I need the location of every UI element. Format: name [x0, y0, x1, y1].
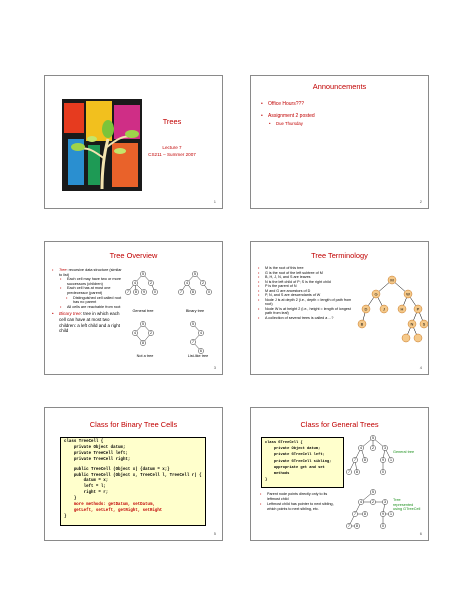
svg-text:4: 4	[360, 446, 362, 451]
svg-text:7: 7	[348, 524, 350, 529]
svg-text:7: 7	[192, 340, 194, 345]
tree-diagrams	[123, 266, 223, 366]
slide-6	[250, 407, 429, 541]
sub-sub-bullet: • Distinguished cell called root has no parent	[66, 295, 122, 305]
terminology-item: • P, N, and S are descendants of W	[258, 293, 321, 297]
terminology-tree-diagram	[356, 272, 428, 347]
svg-text:4: 4	[134, 331, 136, 336]
terminology-item: • A collection of several trees is called a ...?	[258, 315, 334, 320]
svg-text:8: 8	[142, 341, 144, 346]
svg-text:0: 0	[382, 470, 384, 475]
slide-5	[44, 407, 223, 541]
slide-5-title: Class for Binary Tree Cells	[89, 420, 178, 429]
svg-text:8: 8	[356, 524, 358, 529]
slide-2	[250, 75, 429, 209]
terminology-item: • B, H, J, N, and S are leaves	[258, 275, 311, 279]
page-number: 1	[213, 199, 216, 204]
svg-text:W: W	[406, 291, 410, 297]
sub-bullet: • Each cell has at most one predecessor (parent)	[60, 286, 111, 295]
svg-text:4: 4	[186, 281, 188, 286]
page-number: 3	[213, 365, 216, 370]
svg-text:8: 8	[364, 512, 366, 517]
slide-1	[44, 75, 223, 209]
page-number: 6	[419, 531, 422, 536]
slide-3	[44, 241, 223, 375]
svg-text:M: M	[390, 277, 394, 283]
caption-not-a-tree: Not a tree	[136, 354, 154, 358]
svg-text:7: 7	[354, 512, 356, 517]
slide-4-title: Tree Terminology	[311, 251, 368, 260]
svg-text:D: D	[364, 306, 368, 312]
svg-text:8: 8	[356, 470, 358, 475]
svg-text:3: 3	[384, 446, 386, 451]
svg-text:3: 3	[384, 500, 386, 505]
svg-text:2: 2	[372, 446, 374, 451]
svg-text:2: 2	[150, 281, 152, 286]
svg-text:S: S	[422, 321, 426, 327]
svg-text:4: 4	[200, 331, 202, 336]
svg-text:B: B	[360, 321, 364, 327]
svg-text:4: 4	[360, 500, 362, 505]
svg-text:9: 9	[143, 290, 145, 295]
terminology-item: • Node J is at depth 2 (i.e., depth = length of path from root)	[258, 297, 352, 306]
page-number: 5	[213, 531, 216, 536]
terminology-item: • Node W is at height 2 (i.e., height = length of longest path from leaf)	[258, 306, 351, 315]
svg-text:7: 7	[180, 290, 182, 295]
bullet-assignment: • Assignment 2 posted	[261, 113, 315, 119]
svg-text:1: 1	[390, 458, 392, 463]
svg-text:5: 5	[372, 436, 374, 441]
svg-text:4: 4	[134, 281, 136, 286]
slide-1-lecture: Lecture 7	[162, 145, 182, 150]
bullet-parent-pointer: • Parent node points directly only to its leftmost child	[260, 492, 328, 501]
page-number: 4	[419, 365, 422, 370]
svg-text:2: 2	[372, 500, 374, 505]
terminology-item: • N is the left child of P; S is the right child	[258, 279, 331, 284]
terminology-item: • M is the root of this tree	[258, 266, 304, 270]
terminology-item: • G is the root of the left subtree of M	[258, 270, 323, 275]
svg-text:2: 2	[202, 281, 204, 286]
svg-text:9: 9	[382, 458, 384, 463]
svg-text:J: J	[383, 306, 385, 312]
sub-bullet-due: • Due Thursday	[269, 121, 303, 126]
slide-3-title: Tree Overview	[109, 251, 158, 260]
svg-text:0: 0	[382, 524, 384, 529]
svg-text:5: 5	[194, 272, 196, 277]
caption-binary-tree: Binary tree	[185, 309, 205, 313]
slide-1-title: Trees	[162, 117, 182, 126]
svg-text:1: 1	[390, 512, 392, 517]
terminology-item: • P is the parent of N	[258, 284, 297, 288]
svg-text:H: H	[400, 306, 404, 312]
tree-artwork-image	[62, 99, 142, 191]
svg-text:5: 5	[142, 322, 144, 327]
svg-text:0: 0	[208, 290, 210, 295]
sub-bullet: • Each cell may have two or more successors (children)	[60, 277, 122, 286]
general-tree-diagrams	[343, 432, 423, 541]
treecell-code-block: class TreeCell { private Object datum; private TreeCell left; private TreeCell right; public TreeCell (Object x) {datum = x;} public TreeCell (Object x, TreeCell l, TreeCell r) { datum = x; left = l; right = r; } more methods: getDatum, setDatum, getLeft, setLeft, getRight, setRight }	[60, 437, 206, 526]
slide-4	[250, 241, 429, 375]
slide-1-course: CS211 – Summer 2007	[148, 152, 196, 157]
svg-text:9: 9	[382, 512, 384, 517]
gtreecell-code-block: class GTreeCell { private Object datum; private GTreeCell left; private GTreeCell sibling; appropriate get and set methods }	[261, 437, 344, 488]
terminology-item: • M and G are ancestors of D	[258, 288, 311, 293]
svg-text:5: 5	[372, 490, 374, 495]
svg-text:7: 7	[127, 290, 129, 295]
caption-general-tree: General tree	[132, 309, 154, 313]
bullet-tree-def: • Tree: recursive data structure (similar to list)	[52, 268, 122, 277]
bullet-sibling-pointer: • Leftmost child has pointer to next sibling, which points to next sibling, etc.	[260, 502, 334, 511]
svg-text:8: 8	[135, 290, 137, 295]
label-tree-representation: Tree represented using GTreeCell	[393, 498, 421, 512]
sub-bullet: • All cells are reachable from root	[60, 304, 121, 309]
svg-text:5: 5	[142, 272, 144, 277]
svg-text:5: 5	[192, 322, 194, 327]
svg-text:0: 0	[154, 290, 156, 295]
caption-list-like-tree: List-like tree	[187, 354, 209, 358]
page-number: 2	[419, 199, 422, 204]
svg-text:P: P	[416, 306, 420, 312]
bullet-binary-tree: • Binary tree: tree in which each cell can have at most two children: a left child and a right child	[52, 311, 121, 334]
svg-text:N: N	[410, 321, 414, 327]
label-general-tree: General tree	[393, 450, 415, 454]
svg-text:6: 6	[200, 349, 202, 354]
svg-text:2: 2	[150, 331, 152, 336]
bullet-office-hours: • Office Hours???	[261, 101, 305, 107]
slide-2-title: Announcements	[312, 82, 367, 91]
svg-text:8: 8	[192, 290, 194, 295]
svg-text:7: 7	[348, 470, 350, 475]
slide-6-title: Class for General Trees	[300, 420, 379, 429]
svg-text:8: 8	[364, 458, 366, 463]
svg-text:7: 7	[354, 458, 356, 463]
svg-text:G: G	[374, 291, 378, 297]
